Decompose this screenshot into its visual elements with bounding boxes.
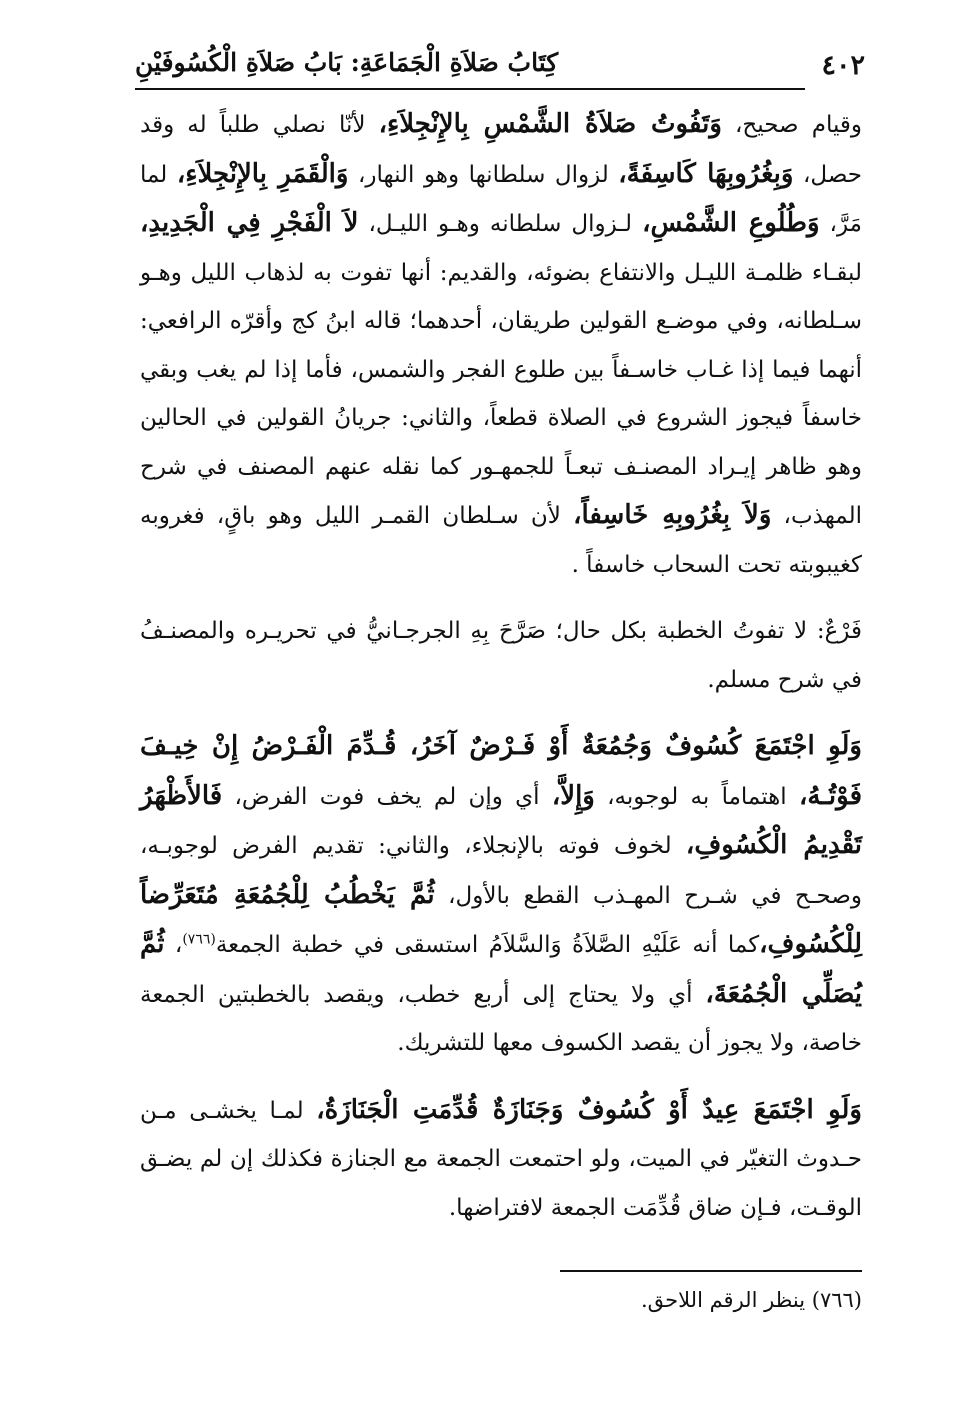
matn-text: فَالأَظْهَرُ تَقْدِيمُ الْكُسُوفِ، [140,780,862,860]
matn-text: وَبِغُرُوبِهَا كَاسِفَةً، [618,158,794,189]
matn-text: ثُمَّ يَخْطُبُ لِلْجُمُعَةِ مُتَعَرِّضاً لِلْكُسُوفِ، [140,879,863,959]
paragraph-4 [140,1086,862,1233]
commentary-text: لـزوال سلطانه وهـو الليـل، [358,211,643,237]
body-text [140,100,862,1244]
paragraph-1 [140,100,862,589]
commentary-text: لزوال سلطانها وهو النهار، [348,161,619,188]
commentary-text: أي ولا يحتاج إلى أربع خطب، ويقصد بالخطبتين الجمعة خاصة، ولا يجوز أن يقصد الكسوف معها للتشريك. [140,981,862,1056]
matn-text: وَلَوِ اجْتَمَعَ كُسُوفٌ وَجُمُعَةٌ أَوْ فَـرْضٌ آخَرُ، قُـدِّمَ الْفَـرْضُ إِنْ خِيـفَ فَوْتُـهُ، [140,731,863,811]
matn-text: لاَ الْفَجْرِ فِي الْجَدِيدِ، [140,208,359,238]
commentary-text: لأن سـلطان القمـر الليل وهو باقٍ، فغروبه كغيبوبته تحت السحاب خاسفاً . [140,503,862,578]
footnote: (٧٦٦) ينظر الرقم اللاحق. [640,1288,862,1312]
footnote-rule [560,1270,862,1272]
matn-text: ثُمَّ يُصَلِّي الْجُمُعَةَ، [140,929,862,1009]
commentary-text: لخوف فوته بالإنجلاء، والثاني: تقديم الفرض لوجوبـه، وصحـح في شـرح المهـذب القطع بالأول، [140,833,862,909]
commentary-text: لمـا يخشـى مـن حـدوث التغيّر في الميت، ولو احتمعت الجمعة مع الجنازة فكذلك إن لم يضـق الوقـت، فـإن ضاق قُدِّمَت الجمعة لافتراضها. [140,1097,862,1221]
running-title: كِتَابُ صَلاَةِ الْجَمَاعَةِ: بَابُ صَلاَةِ الْكُسُوفَيْنِ [135,48,559,77]
commentary-text: لأنّا نصلي طلباً له وقد حصل، [140,112,862,188]
matn-text: وَلاَ بِغُرُوبِهِ خَاسِفاً، [573,500,772,530]
commentary-text: لما مَرَّ، [140,161,862,237]
matn-text: وَلَوِ اجْتَمَعَ عِيدٌ أَوْ كُسُوفٌ وَجَنَازَةٌ قُدِّمَتِ الْجَنَازَةُ، [316,1094,862,1125]
matn-text: وَالْقَمَرِ بِالإِنْجِلاَءِ، [176,158,349,189]
paragraph-3 [140,722,862,1068]
matn-text: وَإِلاَّ، [551,780,595,811]
commentary-text: لبقـاء ظلمـة الليـل والانتفاع بضوئه، والقديم: أنها تفوت به لذهاب الليل وهـو سـلطانه، وفي موضـع القولين طريقان، أحدهما؛ قاله ابنُ كج وأقرّه الرافعي: أنهما فيما إذا غـاب خاسـفاً بين طلوع الفجر والشمس، فأما إذا لم يغب وبقي خاسفاً فيجوز الشروع في الصلاة قطعاً، والثاني: جريانُ القولين في الحالين وهو ظاهر إيـراد المصنـف تبعـاً للجمهـور كما نقله عنهم المصنف في شرح المهذب، [140,259,862,529]
commentary-text: فَرْعٌ: لا تفوتُ الخطبة بكل حال؛ صَرَّحَ بِهِ الجرجـانيُّ في تحريـره والمصنـفُ في شرح مسلم. [140,618,862,693]
commentary-text: كما أنه عَلَيْهِ الصَّلاَةُ وَالسَّلاَمُ استسقى في خطبة الجمعة [215,932,760,958]
page-number: ٤٠٢ [821,50,865,81]
footnote-marker[interactable]: (٧٦٦) [182,931,216,948]
matn-text: وَتَفُوتُ صَلاَةُ الشَّمْسِ بِالإِنْجِلاَءِ، [378,109,722,139]
header-rule [135,88,805,90]
commentary-text: ، [164,932,183,958]
commentary-text: وقيام صحيح، [721,112,862,138]
page-header [135,44,865,92]
matn-text: وَطُلُوعِ الشَّمْسِ، [642,208,820,238]
paragraph-2 [140,607,862,704]
commentary-text: أي وإن لم يخف فوت الفرض، [222,783,552,810]
commentary-text: اهتماماً به لوجوبه، [594,783,799,810]
